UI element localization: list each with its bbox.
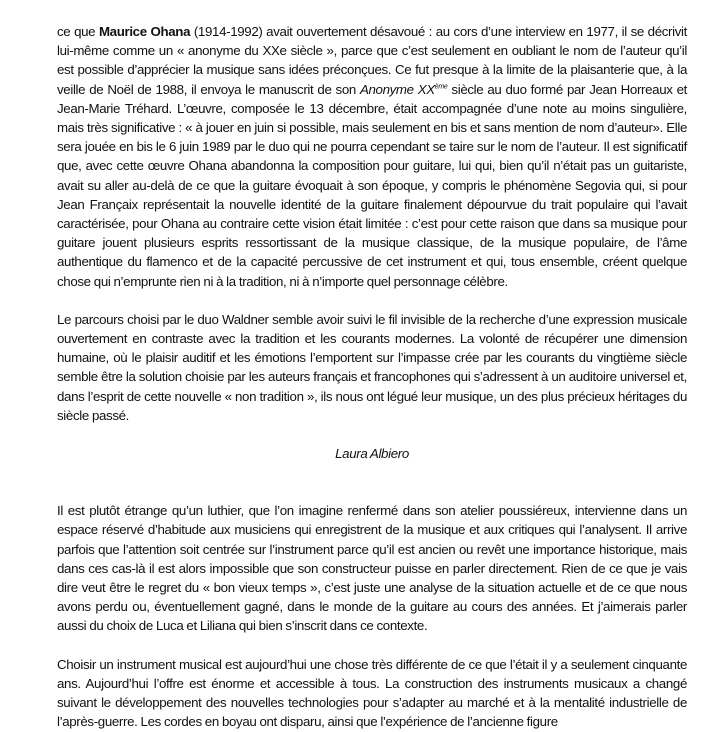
paragraph-spacer [57,425,687,444]
paragraph-ohana-post: siècle au duo formé par Jean Horreaux et Jean-Marie Tréhard. L’œuvre, composée le 13 décembre, était accompagnée d’une note au moins singulière, mais très significative : « à jouer en juin si possible, mais seulement en bis et sans mention de nom d’auteur». Elle sera jouée en bis le 6 juin 1989 par le duo qui ne pourra cependant se taire sur le nom de l’auteur. Il est significatif que, avec cette œuvre Ohana abandonna la composition pour guitare, lui qui, bien qu’il n’était pas un guitariste, avait su aller au-delà de ce que la guitare évoquait à son époque, y compris le phénomène Segovia qui, si pour Jean Françaix représentait la nouvelle identité de la guitare finalement dépourvue du trait populaire qui l’avait caractérisée, pour Ohana au contraire cette vision était limitée : c’est pour cette raison que dans sa musique pour guitare jouent plusieurs esprits ressortissant de la musique classique, de la musique populaire, de l’âme authentique du flamenco et de la capacité percussive de cet instrument et qui, tous ensemble, créent quelque chose qui n’emprunte rien ni à la tradition, ni à n’importe quel personnage célèbre. [57,81,687,289]
paragraph-waldner: Le parcours choisi par le duo Waldner semble avoir suivi le fil invisible de la recherche d’une expression musicale ouvertement en contraste avec la tradition et les courants modernes. La volonté de récupérer une dimension humaine, où le plaisir auditif et les émotions l’emportent sur l’impasse crée par les courants du vingtième siècle semble être la solution choisie par les auteurs français et francophones qui s’adressent à un auditoire universel et, dans l’esprit de cette nouvelle « non tradition », ils nous ont légué leur musique, un des plus précieux héritages du siècle passé. [57,311,687,423]
work-title [360,82,447,97]
paragraph-spacer [57,291,687,310]
paragraph-luthier: Il est plutôt étrange qu’un luthier, que l’on imagine renfermé dans son atelier poussiéreux, intervienne dans un espace réservé d’habitude aux musiciens qui enregistrent de la musique et aux critiques qui l’analysent. Il arrive parfois que l’attention soit centrée sur l’instrument parce qu’il est ancien ou revêt une importance historique, mais dans ces cas-là il est alors impossible que son constructeur puisse en parler directement. Rien de ce que je vais dire veut être le regret du « bon vieux temps », c’est juste une analyse de la situation actuelle et de ce que nous avons perdu ou, éventuellement gagné, dans le monde de la guitare au cours des années. Et j’aimerais parler aussi du choix de Luca et Liliana qui bien s’inscrit dans ce contexte. [57,503,687,634]
paragraph-ohana-pre: ce que [57,24,99,39]
author-signature: Laura Albiero [335,446,409,462]
composer-name: Maurice Ohana [98,24,191,39]
paragraph-ohana-mid: (1914-1992) avait ouvertement désavoué : au cors d’une interview en 1977, il se décrivit lui-même comme un « anonyme du XXe siècle », parce que c’est seulement en oubliant le nom de l’auteur qu’il est possible d’apprécier la musique sans idées préconçues. Ce fut presque à la limite de la plaisanterie que, à la veille de Noël de 1988, il envoya le manuscrit de son [57,24,687,97]
paragraph-ohana [57,22,687,291]
work-title-superscript: ème [434,83,448,91]
paragraph-spacer [57,636,687,655]
work-title-text: Anonyme XX [359,81,435,97]
document-page [57,22,687,732]
section-spacer [57,463,687,501]
paragraph-instrument: Choisir un instrument musical est aujourd’hui une chose très différente de ce que l’était il y a seulement cinquante ans. Aujourd’hui l’offre est énorme et accessible à tous. La construction des instruments musicaux a changé suivant le développement des nouvelles technologies pour s’adapter au marché et à la mentalité industrielle de l’après-guerre. Les cordes en boyau ont disparu, ainsi que l’expérience de l’ancienne figure [57,656,687,730]
